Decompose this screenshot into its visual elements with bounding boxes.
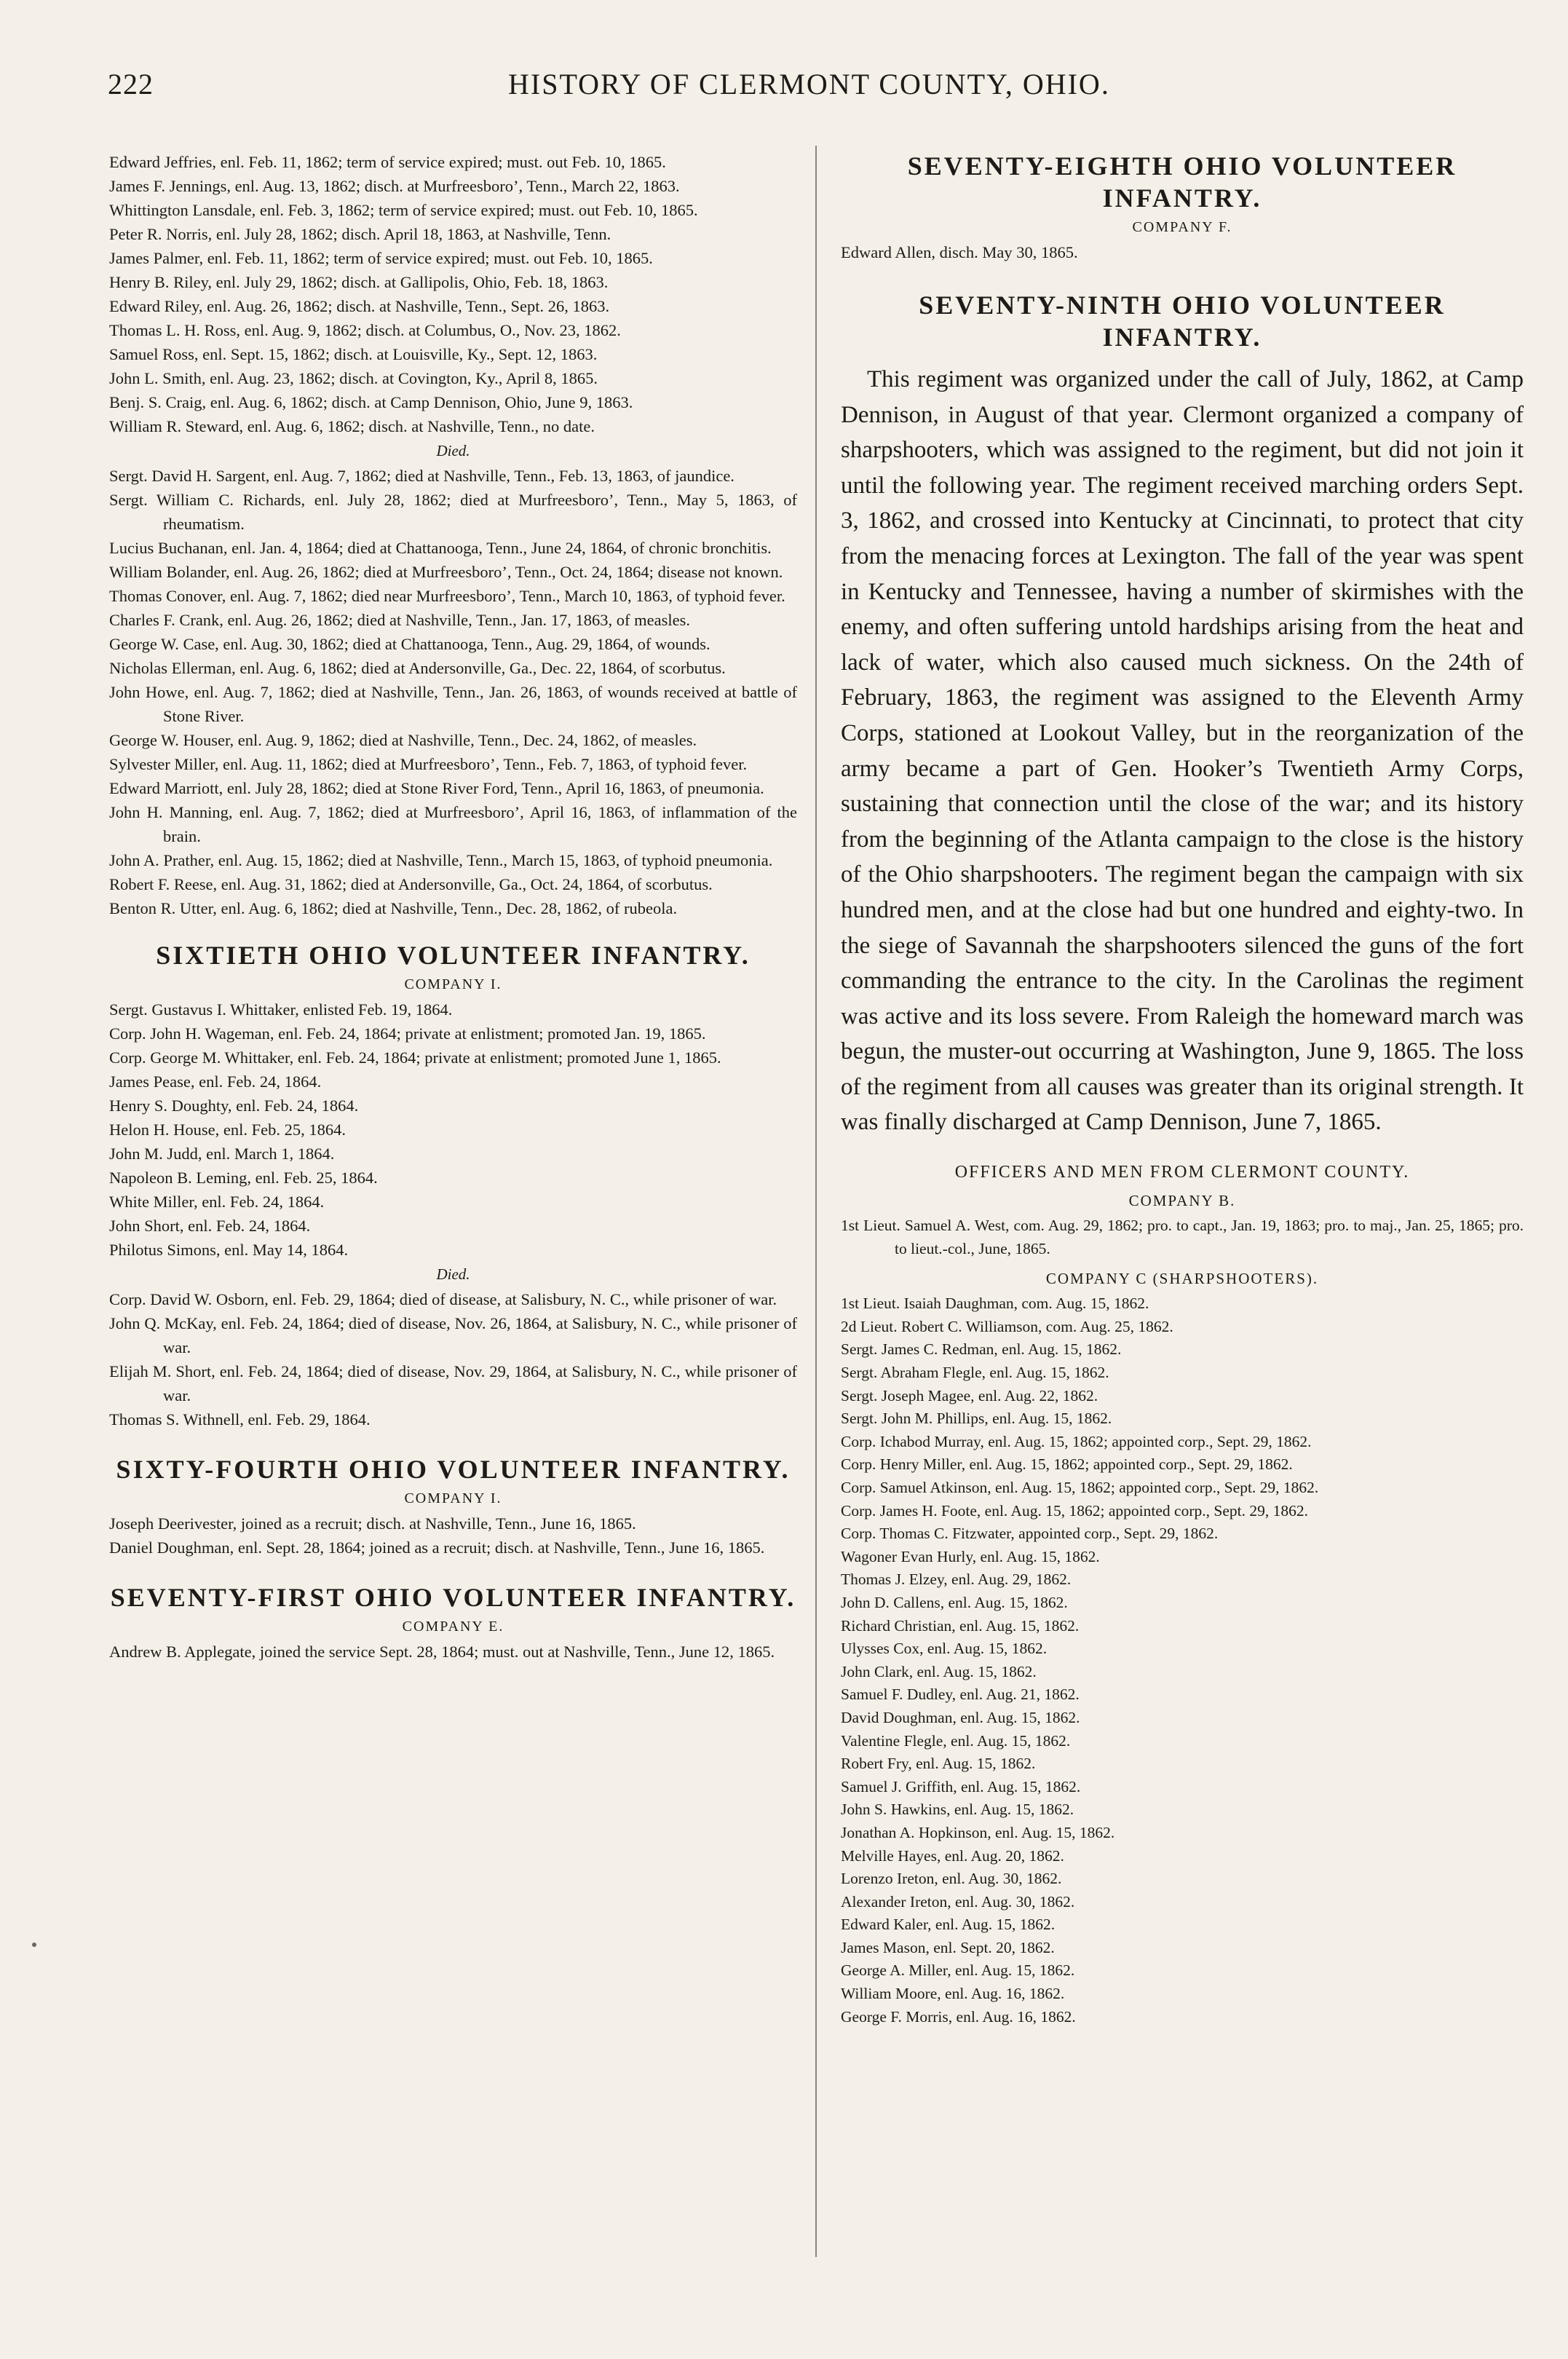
- died-entry: Robert F. Reese, enl. Aug. 31, 1862; died at Andersonville, Ga., Oct. 24, 1864, of scorbutus.: [109, 875, 713, 893]
- roster-entry: James Mason, enl. Sept. 20, 1862.: [841, 1938, 1055, 1956]
- roster-entry: Thomas L. H. Ross, enl. Aug. 9, 1862; disch. at Columbus, O., Nov. 23, 1862.: [109, 321, 621, 339]
- roster-entry: Corp. James H. Foote, enl. Aug. 15, 1862; appointed corp., Sept. 29, 1862.: [841, 1501, 1308, 1520]
- died-entry: Thomas S. Withnell, enl. Feb. 29, 1864.: [109, 1410, 371, 1429]
- roster-entry: Whittington Lansdale, enl. Feb. 3, 1862; term of service expired; must. out Feb. 10, 1865.: [109, 201, 698, 219]
- roster-entry: John L. Smith, enl. Aug. 23, 1862; disch. at Covington, Ky., April 8, 1865.: [109, 369, 598, 387]
- died-entry: John Howe, enl. Aug. 7, 1862; died at Nashville, Tenn., Jan. 26, 1863, of wounds received at battle of Stone River.: [109, 683, 797, 725]
- section-title-sixty-fourth: SIXTY-FOURTH OHIO VOLUNTEER INFANTRY.: [116, 1455, 791, 1484]
- roster-entry: John Clark, enl. Aug. 15, 1862.: [841, 1662, 1037, 1680]
- roster-entry: Corp. George M. Whittaker, enl. Feb. 24, 1864; private at enlistment; promoted June 1, 1865.: [109, 1048, 721, 1067]
- died-entry: Sergt. William C. Richards, enl. July 28, 1862; died at Murfreesboro’, Tenn., May 5, 1863, of rheumatism.: [109, 491, 797, 533]
- running-title: HISTORY OF CLERMONT COUNTY, OHIO.: [508, 68, 1110, 100]
- officers-heading: OFFICERS AND MEN FROM CLERMONT COUNTY.: [954, 1163, 1410, 1182]
- roster-entry: William R. Steward, enl. Aug. 6, 1862; disch. at Nashville, Tenn., no date.: [109, 417, 595, 435]
- roster-entry: Peter R. Norris, enl. July 28, 1862; disch. April 18, 1863, at Nashville, Tenn.: [109, 225, 611, 243]
- died-entry: John A. Prather, enl. Aug. 15, 1862; died at Nashville, Tenn., March 15, 1863, of typhoid pneumonia.: [109, 851, 773, 869]
- roster-entry: Samuel J. Griffith, enl. Aug. 15, 1862.: [841, 1777, 1081, 1795]
- roster-entry: Edward Kaler, enl. Aug. 15, 1862.: [841, 1916, 1056, 1934]
- died-entry: Corp. David W. Osborn, enl. Feb. 29, 1864; died of disease, at Salisbury, N. C., while prisoner of war.: [109, 1290, 777, 1308]
- died-entry: William Bolander, enl. Aug. 26, 1862; died at Murfreesboro’, Tenn., Oct. 24, 1864; disease not known.: [109, 563, 783, 581]
- roster-entry: Benj. S. Craig, enl. Aug. 6, 1862; disch. at Camp Dennison, Ohio, June 9, 1863.: [109, 393, 633, 411]
- roster-entry: James Palmer, enl. Feb. 11, 1862; term of service expired; must. out Feb. 10, 1865.: [109, 249, 653, 267]
- roster-entry: Samuel Ross, enl. Sept. 15, 1862; disch. at Louisville, Ky., Sept. 12, 1863.: [109, 345, 598, 363]
- died-entry: George W. Case, enl. Aug. 30, 1862; died at Chattanooga, Tenn., Aug. 29, 1864, of wounds.: [109, 635, 710, 653]
- margin-speck: [32, 1943, 36, 1947]
- roster-entry: Daniel Doughman, enl. Sept. 28, 1864; joined as a recruit; disch. at Nashville, Tenn., June 16, 1865.: [109, 1538, 765, 1557]
- roster-entry: John D. Callens, enl. Aug. 15, 1862.: [841, 1593, 1068, 1611]
- roster-entry: Corp. Samuel Atkinson, enl. Aug. 15, 1862; appointed corp., Sept. 29, 1862.: [841, 1479, 1319, 1496]
- column-divider: [815, 146, 817, 2257]
- roster-entry: Valentine Flegle, enl. Aug. 15, 1862.: [841, 1731, 1071, 1750]
- roster-entry: Melville Hayes, enl. Aug. 20, 1862.: [841, 1846, 1064, 1865]
- roster-entry: Helon H. House, enl. Feb. 25, 1864.: [109, 1121, 346, 1139]
- roster-entry: Henry S. Doughty, enl. Feb. 24, 1864.: [109, 1096, 359, 1115]
- roster-entry: William Moore, enl. Aug. 16, 1862.: [841, 1985, 1065, 2003]
- roster-entry: Robert Fry, enl. Aug. 15, 1862.: [841, 1755, 1036, 1773]
- died-entry: Thomas Conover, enl. Aug. 7, 1862; died near Murfreesboro’, Tenn., March 10, 1863, of typhoid fever.: [109, 587, 785, 605]
- roster-entry: Richard Christian, enl. Aug. 15, 1862.: [841, 1616, 1080, 1635]
- roster-entry: Corp. Ichabod Murray, enl. Aug. 15, 1862; appointed corp., Sept. 29, 1862.: [841, 1432, 1312, 1450]
- seventy-first-roster: [109, 1640, 797, 1664]
- roster-entry: James Pease, enl. Feb. 24, 1864.: [109, 1072, 322, 1091]
- roster-entry: John S. Hawkins, enl. Aug. 15, 1862.: [841, 1801, 1074, 1819]
- company-heading: COMPANY B.: [1128, 1192, 1236, 1210]
- roster-entry: George F. Morris, enl. Aug. 16, 1862.: [841, 2007, 1076, 2026]
- roster-entry: Jonathan A. Hopkinson, enl. Aug. 15, 1862.: [841, 1823, 1115, 1841]
- died-block-1: [109, 464, 797, 920]
- died-entry: John H. Manning, enl. Aug. 7, 1862; died at Murfreesboro’, April 16, 1863, of inflammation of the brain.: [109, 803, 797, 845]
- roster-entry: Samuel F. Dudley, enl. Aug. 21, 1862.: [841, 1686, 1080, 1704]
- company-heading: COMPANY C (SHARPSHOOTERS).: [1045, 1270, 1319, 1288]
- roster-entry: Wagoner Evan Hurly, enl. Aug. 15, 1862.: [841, 1547, 1100, 1565]
- roster-entry: 1st Lieut. Isaiah Daughman, com. Aug. 15, 1862.: [841, 1295, 1149, 1313]
- died-entry: John Q. McKay, enl. Feb. 24, 1864; died of disease, Nov. 26, 1864, at Salisbury, N. C., while prisoner of war.: [109, 1314, 797, 1356]
- roster-entry: Henry B. Riley, enl. July 29, 1862; disch. at Gallipolis, Ohio, Feb. 18, 1863.: [109, 273, 609, 291]
- roster-entry: Andrew B. Applegate, joined the service Sept. 28, 1864; must. out at Nashville, Tenn., June 12, 1865.: [109, 1643, 775, 1661]
- company-heading: COMPANY E.: [402, 1619, 504, 1635]
- roster-entry: George A. Miller, enl. Aug. 15, 1862.: [841, 1961, 1075, 1980]
- roster-entry: Sergt. Gustavus I. Whittaker, enlisted Feb. 19, 1864.: [109, 1000, 453, 1019]
- company-heading: COMPANY I.: [404, 976, 502, 992]
- roster-entry: Philotus Simons, enl. May 14, 1864.: [109, 1241, 349, 1259]
- roster-entry: Sergt. John M. Phillips, enl. Aug. 15, 1862.: [841, 1410, 1112, 1428]
- left-column: [109, 150, 797, 1664]
- roster-entry: Sergt. James C. Redman, enl. Aug. 15, 1862.: [841, 1340, 1122, 1359]
- sixty-fourth-roster: [109, 1512, 797, 1560]
- seventy-eighth-roster: [841, 240, 1524, 264]
- roster-entry: Sergt. Abraham Flegle, enl. Aug. 15, 1862.: [841, 1364, 1109, 1382]
- died-entry: George W. Houser, enl. Aug. 9, 1862; died at Nashville, Tenn., Dec. 24, 1862, of measles.: [109, 731, 697, 749]
- roster-entry: Sergt. Joseph Magee, enl. Aug. 22, 1862.: [841, 1386, 1098, 1404]
- roster-entry: Ulysses Cox, enl. Aug. 15, 1862.: [841, 1640, 1048, 1658]
- roster-entry: Corp. Thomas C. Fitzwater, appointed corp., Sept. 29, 1862.: [841, 1525, 1219, 1543]
- roster-entry: Lorenzo Ireton, enl. Aug. 30, 1862.: [841, 1870, 1062, 1888]
- roster-entry: Joseph Deerivester, joined as a recruit; disch. at Nashville, Tenn., June 16, 1865.: [109, 1514, 636, 1533]
- died-entry: Lucius Buchanan, enl. Jan. 4, 1864; died at Chattanooga, Tenn., June 24, 1864, of chronic bronchitis.: [109, 539, 772, 557]
- died-entry: Charles F. Crank, enl. Aug. 26, 1862; died at Nashville, Tenn., Jan. 17, 1863, of measles.: [109, 611, 690, 629]
- section-title-sixtieth: SIXTIETH OHIO VOLUNTEER INFANTRY.: [156, 941, 751, 970]
- company-c-roster: [841, 1292, 1524, 2028]
- roster-entry: John Short, enl. Feb. 24, 1864.: [109, 1217, 311, 1235]
- section-title-seventy-eighth: SEVENTY-EIGHTH OHIO VOLUNTEER INFANTRY.: [907, 151, 1457, 213]
- died-entry: Sylvester Miller, enl. Aug. 11, 1862; died at Murfreesboro’, Tenn., Feb. 7, 1863, of typhoid fever.: [109, 755, 748, 773]
- roster-entry: John M. Judd, enl. March 1, 1864.: [109, 1145, 335, 1163]
- company-heading: COMPANY I.: [404, 1490, 502, 1506]
- roster-entry: 2d Lieut. Robert C. Williamson, com. Aug. 25, 1862.: [841, 1317, 1173, 1335]
- roster-block-1: [109, 150, 797, 438]
- roster-entry: James F. Jennings, enl. Aug. 13, 1862; disch. at Murfreesboro’, Tenn., March 22, 1863.: [109, 177, 680, 195]
- regiment-history-paragraph: This regiment was organized under the call of July, 1862, at Camp Dennison, in August of that year. Clermont organized a company of sharpshooters, which was assigned to the regiment, but did not join it until the following year. The regiment received marching orders Sept. 3, 1862, and crossed into Kentucky at Cincinnati, to protect that city from the menacing forces at Lexington. The fall of the year was spent in Kentucky and Tennessee, having a number of skirmishes with the enemy, and often suffering untold hardships arising from the heat and lack of water, which also caused much sickness. On the 24th of February, 1863, the regiment was assigned to the Eleventh Army Corps, stationed at Lookout Valley, but in the reorganization of the army became a part of Gen. Hooker’s Twentieth Army Corps, sustaining that connection until the close of the war; and its history from the beginning of the Atlanta campaign to the close is the history of the Ohio sharpshooters. The regiment began the campaign with six hundred men, and at the close had but one hundred and eighty-two. In the siege of Savannah the sharpshooters silenced the guns of the fort commanding the entrance to the city. In the Carolinas the regiment was active and its loss severe. From Raleigh the homeward march was begun, the muster-out occurring at Washington, June 9, 1865. The loss of the regiment from all causes was greater than its original strength. It was finally discharged at Camp Dennison, June 7, 1865.: [841, 366, 1524, 1136]
- roster-entry: Edward Allen, disch. May 30, 1865.: [841, 243, 1078, 261]
- page-header: [108, 67, 1505, 118]
- died-entry: Elijah M. Short, enl. Feb. 24, 1864; died of disease, Nov. 29, 1864, at Salisbury, N. C., while prisoner of war.: [109, 1362, 797, 1404]
- died-entry: Benton R. Utter, enl. Aug. 6, 1862; died at Nashville, Tenn., Dec. 28, 1862, of rubeola.: [109, 899, 678, 917]
- died-entry: Edward Marriott, enl. July 28, 1862; died at Stone River Ford, Tenn., April 16, 1863, of pneumonia.: [109, 779, 764, 797]
- died-entry: Nicholas Ellerman, enl. Aug. 6, 1862; died at Andersonville, Ga., Dec. 22, 1864, of scorbutus.: [109, 659, 726, 677]
- company-heading: COMPANY F.: [1132, 219, 1232, 235]
- roster-entry: Edward Jeffries, enl. Feb. 11, 1862; term of service expired; must. out Feb. 10, 1865.: [109, 153, 666, 171]
- died-label: Died.: [436, 442, 470, 459]
- roster-entry: Napoleon B. Leming, enl. Feb. 25, 1864.: [109, 1169, 378, 1187]
- roster-entry: Thomas J. Elzey, enl. Aug. 29, 1862.: [841, 1570, 1072, 1589]
- roster-entry: 1st Lieut. Samuel A. West, com. Aug. 29, 1862; pro. to capt., Jan. 19, 1863; pro. to maj., Jan. 25, 1865; pro. to lieut.-col., June, 1865.: [841, 1217, 1524, 1257]
- section-title-seventy-first: SEVENTY-FIRST OHIO VOLUNTEER INFANTRY.: [110, 1583, 796, 1612]
- section-title-seventy-ninth: SEVENTY-NINTH OHIO VOLUNTEER INFANTRY.: [919, 291, 1446, 352]
- company-b-roster: [841, 1214, 1524, 1260]
- page-number: 222: [108, 68, 154, 100]
- roster-entry: Corp. Henry Miller, enl. Aug. 15, 1862; appointed corp., Sept. 29, 1862.: [841, 1455, 1293, 1474]
- roster-entry: Edward Riley, enl. Aug. 26, 1862; disch. at Nashville, Tenn., Sept. 26, 1863.: [109, 297, 610, 315]
- roster-entry: Alexander Ireton, enl. Aug. 30, 1862.: [841, 1892, 1075, 1910]
- right-column: [841, 150, 1524, 2028]
- sixtieth-roster: [109, 997, 797, 1262]
- roster-entry: David Doughman, enl. Aug. 15, 1862.: [841, 1708, 1080, 1726]
- died-entry: Sergt. David H. Sargent, enl. Aug. 7, 1862; died at Nashville, Tenn., Feb. 13, 1863, of jaundice.: [109, 467, 734, 485]
- roster-entry: Corp. John H. Wageman, enl. Feb. 24, 1864; private at enlistment; promoted Jan. 19, 1865.: [109, 1024, 706, 1043]
- roster-entry: White Miller, enl. Feb. 24, 1864.: [109, 1193, 325, 1211]
- sixtieth-died: [109, 1287, 797, 1431]
- died-label: Died.: [436, 1265, 470, 1283]
